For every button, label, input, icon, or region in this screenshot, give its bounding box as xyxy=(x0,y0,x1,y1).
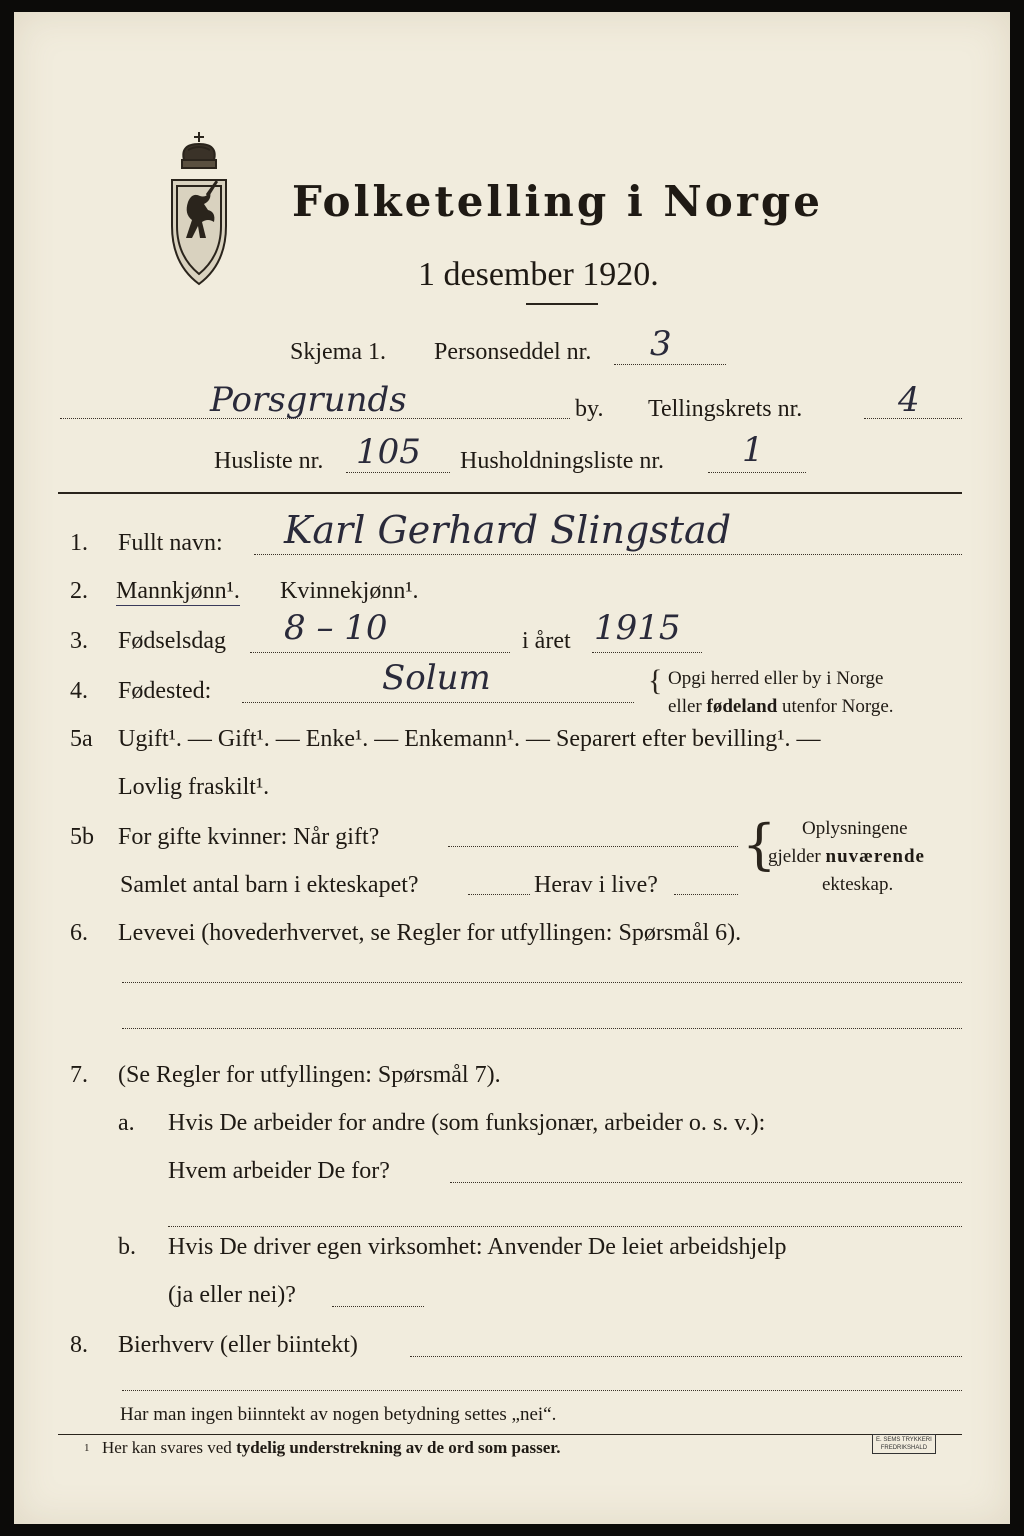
male-option[interactable]: Mannkjønn¹. xyxy=(116,578,240,604)
marital-status-options[interactable]: Ugift¹. — Gift¹. — Enke¹. — Enkemann¹. — Separert efter bevilling¹. — xyxy=(118,726,821,752)
q1-number: 1. xyxy=(70,530,88,556)
tellingskrets-label: Tellingskrets nr. xyxy=(648,396,803,422)
norwegian-coat-of-arms-icon xyxy=(166,130,232,290)
q4-note-line2 xyxy=(668,696,894,718)
stamp-line2: FREDRIKSHALD xyxy=(880,1445,928,1451)
occupation-line-2[interactable] xyxy=(122,1028,962,1029)
header-separator xyxy=(58,492,962,494)
q4-label: Fødested: xyxy=(118,678,212,704)
q4-brace: { xyxy=(648,664,663,697)
married-when-line[interactable] xyxy=(448,846,738,847)
q7a-letter: a. xyxy=(118,1110,135,1136)
q7a-line2: Hvem arbeider De for? xyxy=(168,1158,390,1184)
children-count-line[interactable] xyxy=(468,894,530,895)
birthplace-line xyxy=(242,702,634,703)
census-form-page xyxy=(14,12,1010,1524)
title-divider xyxy=(526,303,598,305)
place-value[interactable]: Porsgrunds xyxy=(210,380,407,420)
husholdningsliste-value[interactable]: 1 xyxy=(742,430,764,470)
q7b-line2: (ja eller nei)? xyxy=(168,1282,296,1308)
skjema-label: Skjema 1. xyxy=(290,339,386,365)
employer-line-2[interactable] xyxy=(168,1226,962,1227)
husholdningsliste-line xyxy=(708,472,806,473)
children-alive-line[interactable] xyxy=(674,894,738,895)
year-line xyxy=(592,652,702,653)
q4-number: 4. xyxy=(70,678,88,704)
side-income-line-1[interactable] xyxy=(410,1356,962,1357)
q4-note-line1: Opgi herred eller by i Norge xyxy=(668,668,884,689)
birthday-line xyxy=(250,652,510,653)
q5b-brace: { xyxy=(742,813,777,876)
footer-note: Har man ingen biinntekt av nogen betydning settes „nei“. xyxy=(120,1404,557,1425)
q7b-line1: Hvis De driver egen virksomhet: Anvender De leiet arbeidshjelp xyxy=(168,1234,787,1260)
footnote-text: Her kan svares ved xyxy=(102,1438,237,1457)
q5b-note-bold: nuværende xyxy=(825,846,925,867)
personseddel-line xyxy=(614,364,726,365)
q4-note-text: eller xyxy=(668,696,707,717)
tellingskrets-value[interactable]: 4 xyxy=(898,380,920,420)
q4-note-text-end: utenfor Norge. xyxy=(777,696,894,717)
q6-number: 6. xyxy=(70,920,88,946)
q5b-number: 5b xyxy=(70,824,94,850)
husliste-label: Husliste nr. xyxy=(214,448,324,474)
husliste-line xyxy=(346,472,450,473)
marital-status-options-cont[interactable]: Lovlig fraskilt¹. xyxy=(118,774,270,800)
q6-label: Levevei (hovederhvervet, se Regler for utfyllingen: Spørsmål 6). xyxy=(118,920,742,946)
q7-label: (Se Regler for utfyllingen: Spørsmål 7). xyxy=(118,1062,501,1088)
q7a-line1: Hvis De arbeider for andre (som funksjonær, arbeider o. s. v.): xyxy=(168,1110,766,1136)
q3-number: 3. xyxy=(70,628,88,654)
personseddel-label: Personseddel nr. xyxy=(434,339,592,365)
q5b-alive-label: Herav i live? xyxy=(534,872,658,898)
q7-number: 7. xyxy=(70,1062,88,1088)
personseddel-value[interactable]: 3 xyxy=(650,324,672,364)
year-label: i året xyxy=(522,628,571,654)
full-name-value[interactable]: Karl Gerhard Slingstad xyxy=(284,508,732,552)
q1-label: Fullt navn: xyxy=(118,530,223,556)
female-option[interactable]: Kvinnekjønn¹. xyxy=(280,578,419,604)
employer-line-1[interactable] xyxy=(450,1182,962,1183)
stamp-line1: E. SEMS TRYKKERI xyxy=(876,1437,932,1443)
q5b-children-label: Samlet antal barn i ekteskapet? xyxy=(120,872,419,898)
footnote-number: 1 xyxy=(84,1442,90,1454)
q5b-note-text: gjelder xyxy=(768,846,826,867)
q5a-number: 5a xyxy=(70,726,93,752)
birth-year-value[interactable]: 1915 xyxy=(594,608,681,648)
q5b-note-line1: Oplysningene xyxy=(802,818,908,839)
q8-label: Bierhverv (eller biintekt) xyxy=(118,1332,358,1358)
q5b-married-when-label: For gifte kvinner: Når gift? xyxy=(118,824,380,850)
printer-stamp xyxy=(872,1434,936,1454)
q3-label: Fødselsdag xyxy=(118,628,226,654)
q7b-letter: b. xyxy=(118,1234,136,1260)
q1-line xyxy=(254,554,962,555)
hired-help-line[interactable] xyxy=(332,1306,424,1307)
form-title: Folketelling i Norge xyxy=(292,177,824,226)
husliste-value[interactable]: 105 xyxy=(356,432,421,472)
occupation-line-1[interactable] xyxy=(122,982,962,983)
footnote-bold: tydelig understrekning av de ord som passer. xyxy=(236,1438,561,1457)
q4-note-bold: fødeland xyxy=(706,696,778,717)
q2-number: 2. xyxy=(70,578,88,604)
husholdningsliste-label: Husholdningsliste nr. xyxy=(460,448,665,474)
birthplace-value[interactable]: Solum xyxy=(382,658,491,698)
footnote xyxy=(102,1438,561,1458)
q5b-note-line3: ekteskap. xyxy=(822,874,894,895)
side-income-line-2[interactable] xyxy=(122,1390,962,1391)
by-label: by. xyxy=(575,396,604,422)
footer-separator xyxy=(58,1434,962,1435)
q8-number: 8. xyxy=(70,1332,88,1358)
birthday-value[interactable]: 8 – 10 xyxy=(284,608,388,648)
census-date: 1 desember 1920. xyxy=(418,256,659,293)
q5b-note-line2 xyxy=(768,846,925,868)
